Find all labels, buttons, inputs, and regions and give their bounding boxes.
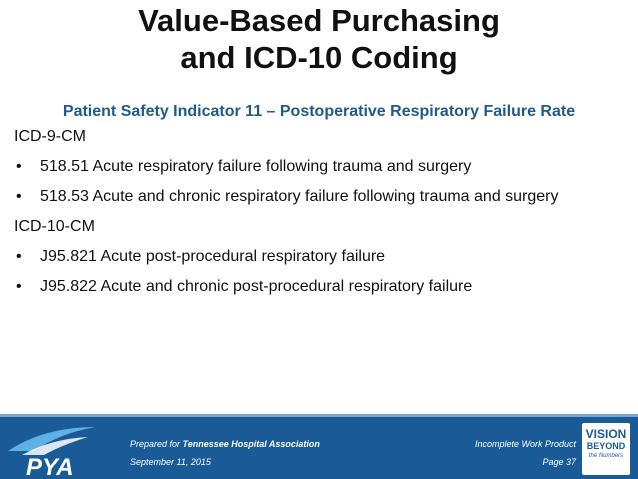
slide-footer xyxy=(0,414,638,479)
pya-logo xyxy=(4,421,112,477)
list-item-text: 518.51 Acute respiratory failure following trauma and surgery xyxy=(40,158,472,175)
logo-text: PYA xyxy=(26,454,74,477)
list-item xyxy=(14,187,614,207)
bullet-marker: • xyxy=(16,188,22,205)
list-item-text: J95.821 Acute post-procedural respiratory failure xyxy=(40,248,386,265)
vision-badge xyxy=(582,423,630,475)
slide-body xyxy=(14,127,614,307)
badge-line-2: BEYOND xyxy=(586,441,626,451)
title-line-2: and ICD-10 Coding xyxy=(180,40,458,75)
list-item-text: 518.53 Acute and chronic respiratory failure following trauma and surgery xyxy=(40,188,559,205)
bullet-marker: • xyxy=(16,158,22,175)
slide-title xyxy=(0,2,638,76)
prepared-prefix: Prepared for xyxy=(130,439,181,449)
list-item xyxy=(14,247,614,267)
list-item-text: J95.822 Acute and chronic post-procedural respiratory failure xyxy=(40,278,473,295)
list-item xyxy=(14,277,614,297)
page-number: Page 37 xyxy=(542,457,576,467)
title-line-1: Value-Based Purchasing xyxy=(138,3,500,38)
list-item xyxy=(14,157,614,177)
badge-line-3: the Numbers xyxy=(588,453,624,459)
prepared-for xyxy=(130,439,320,449)
bullet-marker: • xyxy=(16,278,22,295)
work-product-label: Incomplete Work Product xyxy=(474,439,576,449)
bullet-marker: • xyxy=(16,248,22,265)
slide-subtitle: Patient Safety Indicator 11 – Postoperative Respiratory Failure Rate xyxy=(62,103,576,120)
badge-line-1: VISION xyxy=(585,427,627,441)
icd10-heading: ICD-10-CM xyxy=(14,218,95,235)
footer-date: September 11, 2015 xyxy=(130,457,211,467)
icd9-heading: ICD-9-CM xyxy=(14,128,86,145)
prepared-org: Tennessee Hospital Association xyxy=(182,439,320,449)
